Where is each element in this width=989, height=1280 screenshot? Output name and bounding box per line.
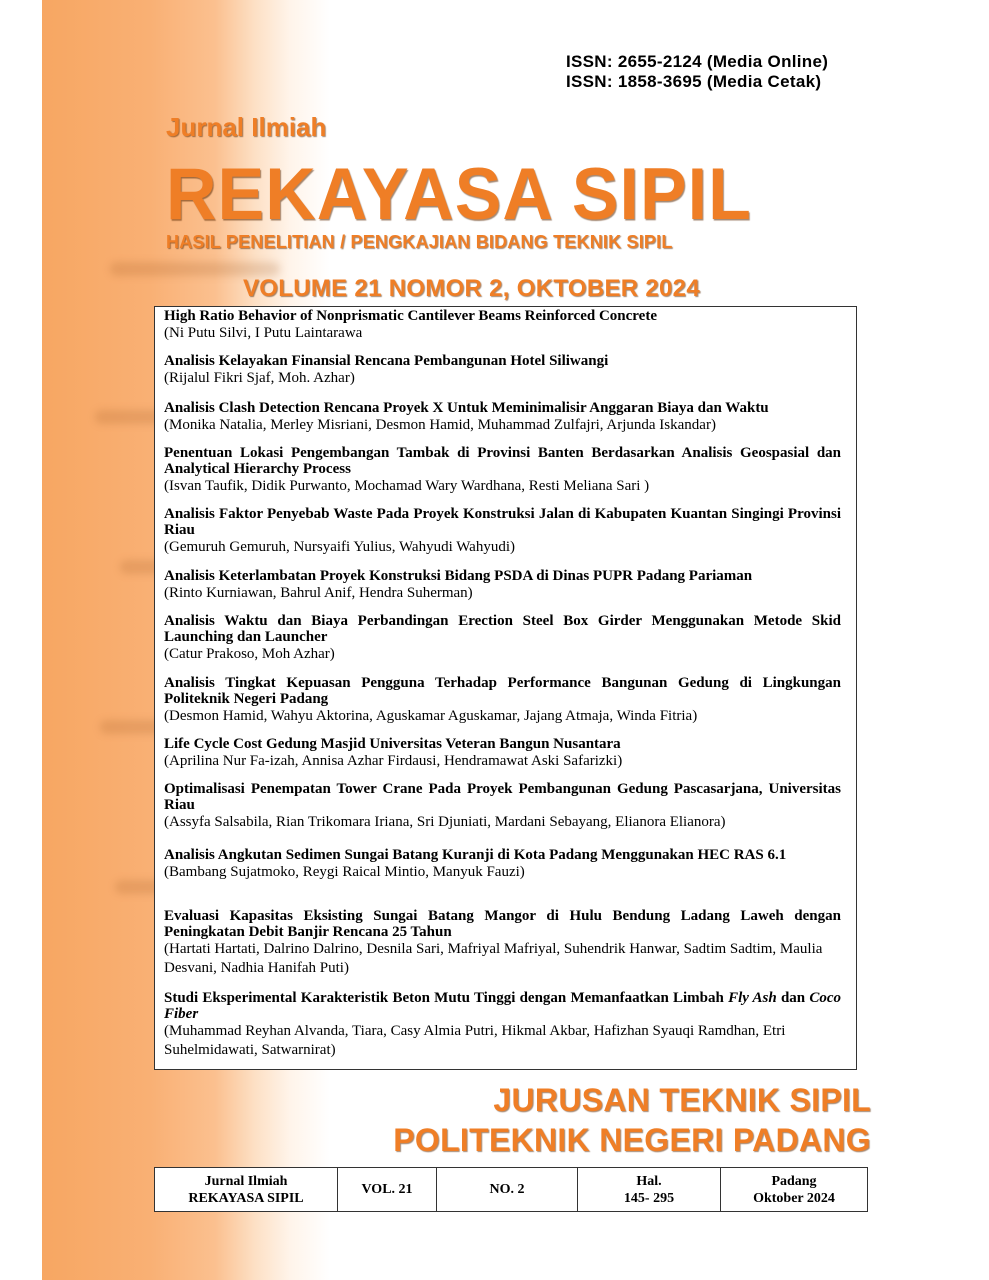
article-authors: (Catur Prakoso, Moh Azhar) — [164, 646, 335, 662]
footer-pages-cell: Hal. 145- 295 — [578, 1168, 721, 1212]
article-entry — [164, 675, 841, 726]
article-entry — [164, 908, 841, 978]
department-name: JURUSAN TEKNIK SIPIL — [493, 1082, 871, 1118]
footer-journal-cell: Jurnal Ilmiah REKAYASA SIPIL — [155, 1168, 338, 1212]
article-entry — [164, 568, 841, 603]
article-title: High Ratio Behavior of Nonprismatic Cantilever Beams Reinforced Concrete — [164, 308, 657, 324]
footer-number-cell: NO. 2 — [437, 1168, 578, 1212]
article-authors: (Ni Putu Silvi, I Putu Laintarawa — [164, 325, 363, 341]
left-margin-strip — [0, 0, 42, 1280]
article-title: Analisis Kelayakan Finansial Rencana Pembangunan Hotel Siliwangi — [164, 353, 609, 369]
article-title: Analisis Clash Detection Rencana Proyek X Untuk Meminimalisir Anggaran Biaya dan Waktu — [164, 400, 769, 416]
article-entry — [164, 308, 841, 343]
journal-title: REKAYASA SIPIL — [166, 153, 752, 235]
footer-date-cell: Padang Oktober 2024 — [721, 1168, 868, 1212]
article-title: Analisis Waktu dan Biaya Perbandingan Erection Steel Box Girder Menggunakan Metode Skid Launching dan Launcher — [164, 613, 841, 645]
issn-print: ISSN: 1858-3695 (Media Cetak) — [566, 72, 822, 91]
article-authors: (Rinto Kurniawan, Bahrul Anif, Hendra Suherman) — [164, 585, 473, 601]
issn-online: ISSN: 2655-2124 (Media Online) — [566, 52, 829, 71]
article-title: Analisis Keterlambatan Proyek Konstruksi Bidang PSDA di Dinas PUPR Padang Pariaman — [164, 568, 753, 584]
issue-info-table — [154, 1167, 868, 1212]
article-authors: (Gemuruh Gemuruh, Nursyaifi Yulius, Wahyudi Wahyudi) — [164, 539, 516, 555]
article-entry — [164, 613, 841, 664]
article-entry — [164, 353, 841, 388]
article-authors: (Hartati Hartati, Dalrino Dalrino, Desnila Sari, Mafriyal Mafriyal, Suhendrik Hanwar, Sadtim Sadtim, Maulia Desvani, Nadhia Hanifah Puti) — [164, 941, 823, 976]
journal-subtitle: HASIL PENELITIAN / PENGKAJIAN BIDANG TEKNIK SIPIL — [166, 232, 673, 252]
table-of-contents — [154, 306, 857, 1070]
article-entry — [164, 847, 841, 882]
article-title: Analisis Angkutan Sedimen Sungai Batang Kuranji di Kota Padang Menggunakan HEC RAS 6.1 — [164, 847, 787, 863]
article-entry — [164, 990, 841, 1060]
article-authors: (Rijalul Fikri Sjaf, Moh. Azhar) — [164, 370, 355, 386]
article-title: Penentuan Lokasi Pengembangan Tambak di Provinsi Banten Berdasarkan Analisis Geospasial dan Analytical Hierarchy Process — [164, 445, 841, 477]
article-authors: (Aprilina Nur Fa-izah, Annisa Azhar Firdausi, Hendramawat Aski Safarizki) — [164, 753, 623, 769]
article-entry — [164, 506, 841, 557]
article-authors: (Bambang Sujatmoko, Reygi Raical Mintio, Manyuk Fauzi) — [164, 864, 525, 880]
article-authors: (Monika Natalia, Merley Misriani, Desmon Hamid, Muhammad Zulfajri, Arjunda Iskandar) — [164, 417, 716, 433]
journal-label: Jurnal Ilmiah — [166, 112, 327, 142]
article-title: Studi Eksperimental Karakteristik Beton Mutu Tinggi dengan Memanfaatkan Limbah Fly Ash dan Coco Fiber — [164, 990, 842, 1022]
volume-heading: VOLUME 21 NOMOR 2, OKTOBER 2024 — [243, 275, 700, 302]
article-entry — [164, 445, 841, 496]
article-title: Analisis Tingkat Kepuasan Pengguna Terhadap Performance Bangunan Gedung di Lingkungan Politeknik Negeri Padang — [164, 675, 841, 707]
institution-name: POLITEKNIK NEGERI PADANG — [393, 1122, 871, 1158]
article-title: Evaluasi Kapasitas Eksisting Sungai Batang Mangor di Hulu Bendung Ladang Laweh dengan Peningkatan Debit Banjir Rencana 25 Tahun — [164, 908, 841, 940]
article-title: Life Cycle Cost Gedung Masjid Universitas Veteran Bangun Nusantara — [164, 736, 621, 752]
footer-volume-cell: VOL. 21 — [338, 1168, 437, 1212]
article-authors: (Isvan Taufik, Didik Purwanto, Mochamad Wary Wardhana, Resti Meliana Sari ) — [164, 478, 650, 494]
article-authors: (Muhammad Reyhan Alvanda, Tiara, Casy Almia Putri, Hikmal Akbar, Hafizhan Syauqi Ramdhan, Etri Suhelmidawati, Satwarnirat) — [164, 1023, 786, 1058]
article-title: Optimalisasi Penempatan Tower Crane Pada Proyek Pembangunan Gedung Pascasarjana, Universitas Riau — [164, 781, 841, 813]
background-texture — [110, 262, 280, 276]
article-entry — [164, 736, 841, 771]
article-authors: (Desmon Hamid, Wahyu Aktorina, Aguskamar Aguskamar, Jajang Atmaja, Winda Fitria) — [164, 708, 698, 724]
article-entry — [164, 400, 841, 435]
article-entry — [164, 781, 841, 832]
article-authors: (Assyfa Salsabila, Rian Trikomara Iriana, Sri Djuniati, Mardani Sebayang, Elianora Elianora) — [164, 814, 726, 830]
article-title: Analisis Faktor Penyebab Waste Pada Proyek Konstruksi Jalan di Kabupaten Kuantan Singingi Provinsi Riau — [164, 506, 841, 538]
